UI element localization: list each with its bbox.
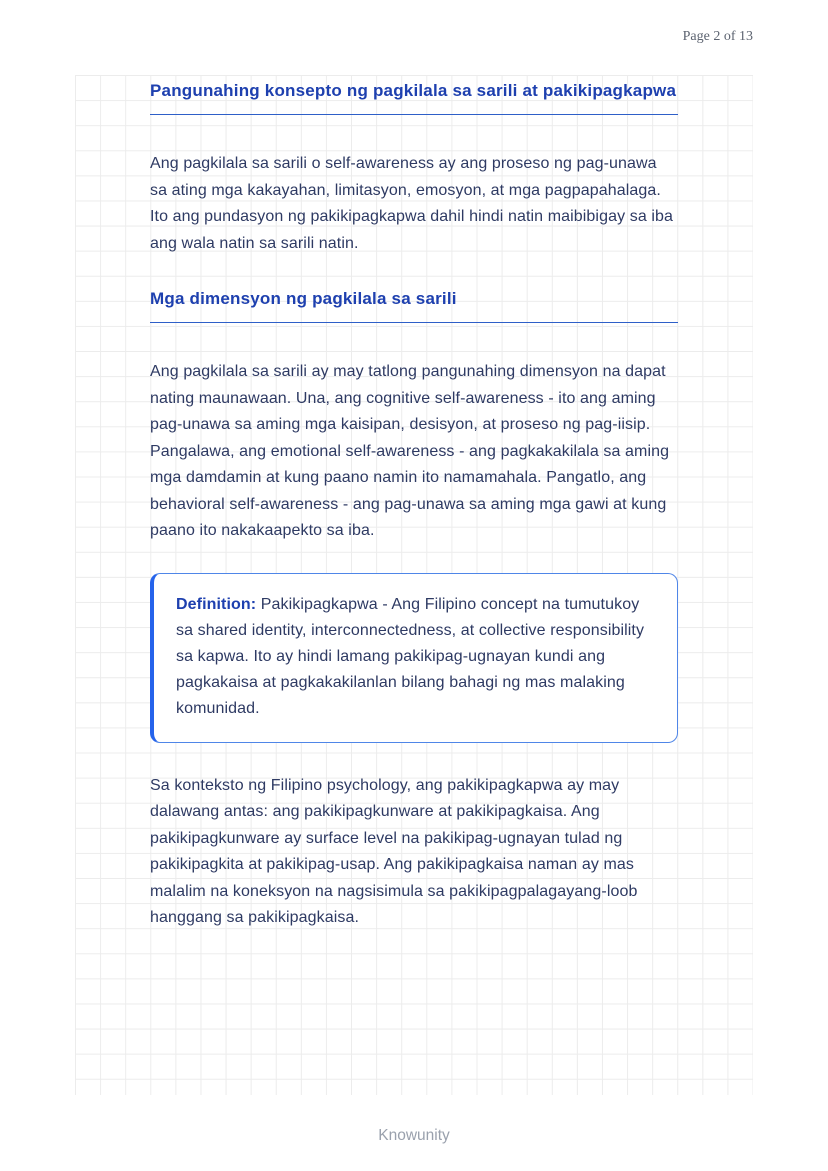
definition-box — [150, 573, 678, 743]
definition-label: Definition: — [176, 595, 257, 613]
grid-paper-background — [75, 75, 753, 1095]
section-heading-mga-dimensyon: Mga dimensyon ng pagkilala sa sarili — [150, 289, 678, 323]
section-heading-pangunahing-konsepto: Pangunahing konsepto ng pagkilala sa sarili at pakikipagkapwa — [150, 81, 678, 115]
document-content — [75, 75, 753, 932]
footer-brand: Knowunity — [378, 1127, 450, 1144]
definition-text: Pakikipagkapwa - Ang Filipino concept na tumutukoy sa shared identity, interconnectedness, at collective responsibility sa kapwa. Ito ay hindi lamang pakikipag-ugnayan kundi ang pagkakaisa at pagkakakilanlan bilang bahagi ng mas malaking komunidad. — [176, 595, 645, 717]
paragraph-self-awareness-intro: Ang pagkilala sa sarili o self-awareness ay ang proseso ng pag-unawa sa ating mga kakayahan, limitasyon, emosyon, at mga pagpapahalaga. Ito ang pundasyon ng pakikipagkapwa dahil hindi natin maibibigay sa iba ang wala natin sa sarili natin. — [150, 155, 674, 252]
paragraph-tatlong-dimensyon: Ang pagkilala sa sarili ay may tatlong pangunahing dimensyon na dapat nating maunawaan. Una, ang cognitive self-awareness - ito ang aming pag-unawa sa aming mga kaisipan, desisyon, at proseso ng pag-iisip. Pangalawa, ang emotional self-awareness - ang pagkakakilala sa aming mga damdamin at kung paano namin ito namamahala. Pangatlo, ang behavioral self-awareness - ang pag-unawa sa aming mga gawi at kung paano ito nakakaapekto sa iba. — [150, 363, 670, 539]
page-number-indicator: Page 2 of 13 — [682, 29, 753, 44]
paragraph-filipino-psychology: Sa konteksto ng Filipino psychology, ang pakikipagkapwa ay may dalawang antas: ang pakikipagkunware at pakikipagkaisa. Ang pakikipagkunware ay surface level na pakikipag-ugnayan tulad ng pakikipagkita at pakikipag-usap. Ang pakikipagkaisa naman ay mas malalim na koneksyon na nagsisimula sa pakikipagpalagayang-loob hanggang sa pakikipagkaisa. — [150, 776, 638, 926]
